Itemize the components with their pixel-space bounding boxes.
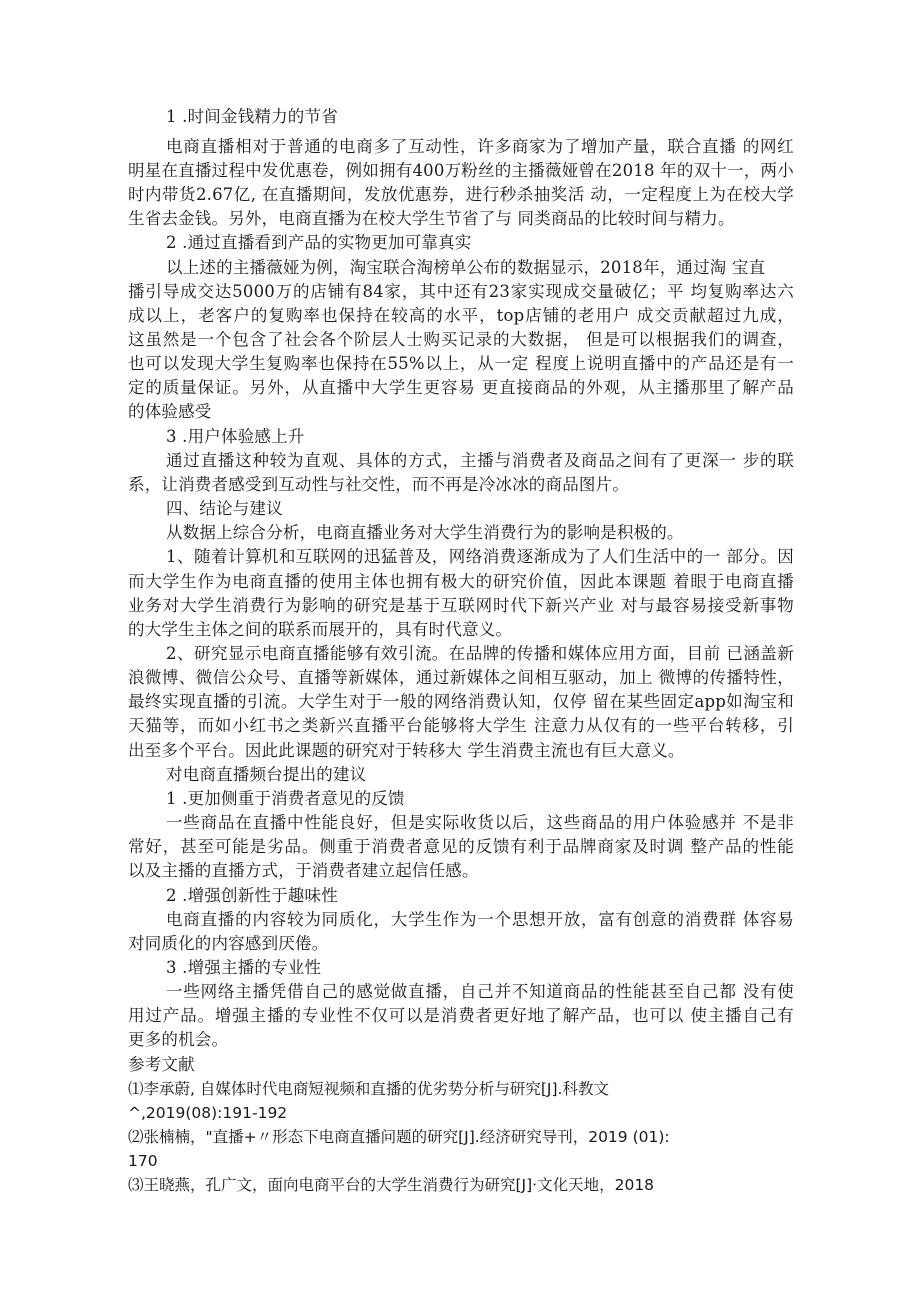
heading-2-authentic: 2 .通过直播看到产品的实物更加可靠真实 (166, 233, 472, 252)
paragraph-line: 通过直播这种较为直观、具体的方式，主播与消费者及商品之间有了更深一 步的联 (166, 451, 794, 470)
reference-item-1: ⑴李承蔚, 自媒体时代电商短视频和直播的优劣势分析与研究[J].科教文 (128, 1080, 609, 1098)
paragraph-line: 出至多个平台。因此此课题的研究对于转移大 学生消费主流也有巨大意义。 (128, 741, 685, 760)
reference-item-1-cont: ^,2019(08):191-192 (128, 1104, 288, 1122)
paragraph-line: 业务对大学生消费行为影响的研究是基于互联网时代下新兴产业 对与最容易接受新事物 (128, 596, 794, 615)
section-heading-conclusion: 四、结论与建议 (166, 499, 283, 518)
paragraph-line: 1、随着计算机和互联网的迅猛普及，网络消费逐渐成为了人们生活中的一 部分。因 (166, 547, 794, 566)
paragraph-line: 明星在直播过程中发优惠卷，例如拥有400万粉丝的主播薇娅曾在2018 年的双十一，两小 (128, 161, 794, 180)
heading-3-professionalism: 3 .增强主播的专业性 (166, 958, 322, 977)
reference-item-2: ⑵张楠楠，"直播+〃形态下电商直播问题的研究[J].经济研究导刊，2019 (01): (128, 1128, 670, 1146)
paragraph-line: 更多的机会。 (128, 1030, 229, 1049)
paragraph-line: 成以上，老客户的复购率也保持在较高的水平，top店铺的老用户 成交贡献超过九成， (128, 306, 794, 325)
paragraph-line: 对同质化的内容感到厌倦。 (128, 934, 329, 953)
subheading-suggestions: 对电商直播频台提出的建议 (166, 765, 367, 784)
references-heading: 参考文献 (128, 1055, 195, 1074)
paragraph-line: 电商直播的内容较为同质化，大学生作为一个思想开放，富有创意的消费群 体容易 (166, 910, 794, 929)
paragraph-line: 而大学生作为电商直播的使用主体也拥有极大的研究价值，因此本课题 着眼于电商直播 (128, 572, 794, 591)
paragraph-line: 浪微博、微信公众号、直播等新媒体，通过新媒体之间相互驱动，加上 微博的传播特性， (128, 668, 794, 687)
paragraph-line: 播引导成交达5000万的店铺有84家，其中还有23家实现成交量破亿；平 均复购率达六 (128, 282, 794, 301)
paragraph-line: 时内带货2.67亿, 在直播期间，发放优惠券，进行秒杀抽奖活 动，一定程度上为在校大学 (128, 185, 794, 204)
reference-item-2-cont: 170 (128, 1152, 158, 1170)
paragraph-line: 用过产品。增强主播的专业性不仅可以是消费者更好地了解产品，也可以 使主播自己有 (128, 1006, 794, 1025)
paragraph-line: 以及主播的直播方式，于消费者建立起信任感。 (128, 861, 479, 880)
paragraph-line: 的体验感受 (128, 402, 212, 421)
paragraph-line: 一些商品在直播中性能良好，但是实际收货以后，这些商品的用户体验感并 不是非 (166, 813, 794, 832)
paragraph-line: 定的质量保证。另外，从直播中大学生更容易 更直接商品的外观，从主播那里了解产品 (128, 378, 794, 397)
heading-2-innovation: 2 .增强创新性于趣味性 (166, 886, 338, 905)
paragraph-line: 常好，甚至可能是劣品。侧重于消费者意见的反馈有利于品牌商家及时调 整产品的性能 (128, 837, 794, 856)
heading-1-feedback: 1 .更加侧重于消费者意见的反馈 (166, 789, 405, 808)
heading-3-experience: 3 .用户体验感上升 (166, 427, 305, 446)
reference-item-3: ⑶王晓燕，孔广文，面向电商平台的大学生消费行为研究[J]·文化天地，2018 (128, 1176, 655, 1194)
paragraph-line: 最终实现直播的引流。大学生对于一般的网络消费认知，仅停 留在某些固定app如淘宝和 (128, 692, 794, 711)
paragraph-line: 系，让消费者感受到互动性与社交性，而不再是冷冰冰的商品图片。 (128, 475, 629, 494)
paragraph-line: 生省去金钱。另外，电商直播为在校大学生节省了与 同类商品的比较时间与精力。 (128, 209, 735, 228)
paragraph-line: 的大学生主体之间的联系而展开的，具有时代意义。 (128, 620, 513, 639)
paragraph-line: 天猫等，而如小红书之类新兴直播平台能够将大学生 注意力从仅有的一些平台转移，引 (128, 716, 794, 735)
paragraph-line: 2、研究显示电商直播能够有效引流。在品牌的传播和媒体应用方面，目前 已涵盖新 (166, 644, 794, 663)
paragraph-line: 从数据上综合分析，电商直播业务对大学生消费行为的影响是积极的。 (166, 523, 684, 542)
heading-1-savings: 1 .时间金钱精力的节省 (166, 107, 338, 126)
paragraph-line: 也可以发现大学生复购率也保持在55%以上，从一定 程度上说明直播中的产品还是有一 (128, 354, 794, 373)
paragraph-line: 以上述的主播薇娅为例，淘宝联合淘榜单公布的数据显示，2018年，通过淘 宝直 (166, 258, 766, 277)
paragraph-line: 这虽然是一个包含了社会各个阶层人士购买记录的大数据， 但是可以根据我们的调查， (128, 330, 794, 349)
paragraph-line: 电商直播相对于普通的电商多了互动性，许多商家为了增加产量，联合直播 的网红 (166, 137, 794, 156)
paragraph-line: 一些网络主播凭借自己的感觉做直播，自己并不知道商品的性能甚至自己都 没有使 (166, 982, 794, 1001)
